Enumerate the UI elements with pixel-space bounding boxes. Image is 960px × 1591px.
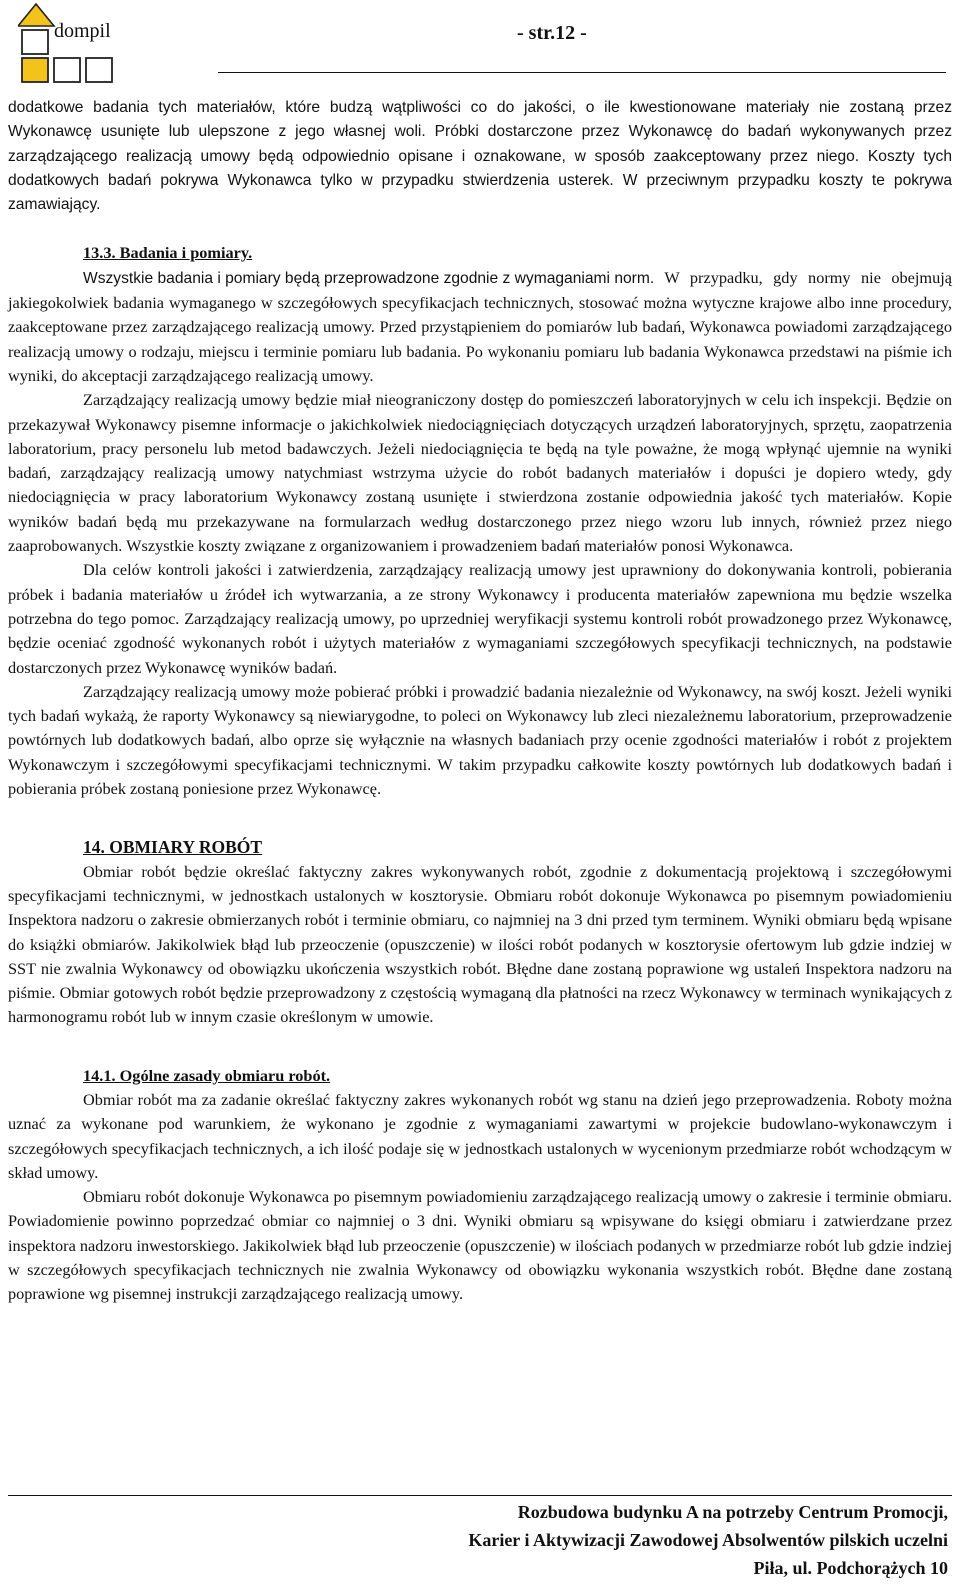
intro-sentence: Wszystkie badania i pomiary będą przeprowadzone zgodnie z wymaganiami norm. (83, 269, 655, 287)
footer-line: Piła, ul. Podchorążych 10 (753, 1558, 948, 1578)
paragraph: Obmiaru robót dokonuje Wykonawca po pisemnym powiadomieniu zarządzającego realizacją umowy o zakresie i terminie obmiaru. Powiadomienie powinno poprzedzać obmiar co najmniej o 3 dni. Wyniki obmiaru są wpisywane do księgi obmiaru i zatwierdzane przez inspektora nadzoru inwestorskiego. Jakikolwiek błąd lub przeoczenie (opuszczenie) w ilościach podanych w przedmiarze robót lub gdzie indziej w szczegółowych specyfikacjach technicznych nie zwalnia Wykonawcy od obowiązku wykonania wszystkich robót. Błędne dane zostaną poprawione wg pisemnej instrukcji zarządzającego realizacją umowy. (8, 1187, 952, 1304)
brand-name: dompil (54, 20, 111, 42)
section-heading-13-3: 13.3. Badania i pomiary. (83, 243, 253, 263)
paragraph: Obmiar robót ma za zadanie określać faktyczny zakres wykonanych robót wg stanu na dzień jego przeprowadzenia. Roboty można uznać za wykonane pod warunkiem, że wykonano je zgodnie z wymaganiami zawartymi w projekcie budowlano-wykonawczym i szczegółowych specyfikacjach technicznych, a ich ilość podaje się w jednostkach ustalonych w wycenionym przedmiarze robót wchodzącym w skład umowy. (8, 1089, 952, 1182)
paragraph: Zarządzający realizacją umowy może pobierać próbki i prowadzić badania niezależnie od Wykonawcy, na swój koszt. Jeżeli wyniki tych badań wykażą, że raporty Wykonawcy są niewiarygodne, to poleci on Wykonawcy lub zleci niezależnemu laboratorium, przeprowadzenie powtórnych lub dodatkowych badań, albo oprze się wyłącznie na własnych badaniach przy ocenie zgodności materiałów i robót z projektem Wykonawczym i szczegółowymi specyfikacjami technicznymi. W takim przypadku całkowite koszty powtórnych lub dodatkowych badań i pobierania próbek zostaną poniesione przez Wykonawcę. (8, 681, 952, 799)
paragraph: Dla celów kontroli jakości i zatwierdzenia, zarządzający realizacją umowy jest uprawniony do dokonywania kontroli, pobierania próbek i badania materiałów u źródeł ich wytwarzania, a ze strony Wykonawcy i producenta materiałów zapewniona mu będzie wszelka potrzebna do tego pomoc. Zarządzający realizacją umowy, po uprzedniej weryfikacji systemu kontroli robót prowadzonego przez Wykonawcę, będzie oceniać zgodność wykonanych robót i użytych materiałów z wymaganiami szczegółowych specyfikacji technicznych, na podstawie dostarczonych przez Wykonawcę wyników badań. (8, 560, 952, 677)
footer-divider (8, 1495, 952, 1496)
paragraph (8, 266, 952, 388)
intro-rest: W przypadku, gdy normy nie obejmują jakiegokolwiek badania wymaganego w szczegółowych specyfikacjach technicznych, stosować można wytyczne krajowe albo inne procedury, zaakceptowane przez zarządzającego realizacją umowy. Przed przystąpieniem do pomiarów lub badań, Wykonawca powiadomi zarządzającego realizacją umowy o rodzaju, miejscu i terminie pomiaru lub badania. Po wykonaniu pomiaru lub badania Wykonawca przedstawi na piśmie ich wyniki, do akceptacji zarządzającego realizacją umowy. (8, 267, 952, 385)
footer-line: Rozbudowa budynku A na potrzeby Centrum Promocji, (517, 1502, 948, 1522)
section-heading-14: 14. OBMIARY ROBÓT (83, 837, 263, 858)
header-divider (218, 72, 946, 73)
footer-line: Karier i Aktywizacji Zawodowej Absolwentów pilskich uczelni (468, 1530, 948, 1550)
section-heading-14-1: 14.1. Ogólne zasady obmiaru robót. (83, 1065, 331, 1085)
paragraph: Zarządzający realizacją umowy będzie miał nieograniczony dostęp do pomieszczeń laboratoryjnych w celu ich inspekcji. Będzie on przekazywał Wykonawcy pisemne informacje o jakichkolwiek niedociągnięciach dotyczących urządzeń laboratoryjnych, sprzętu, zaopatrzenia laboratorium, pracy personelu lub metod badawczych. Jeżeli niedociągnięcia te będą na tyle poważne, że mogą wpłynąć ujemnie na wyniki badań, zarządzający realizacją umowy natychmiast wstrzyma użycie do robót badanych materiałów i dopuści je dopiero wtedy, gdy niedociągnięcia w pracy laboratorium Wykonawcy zostaną usunięte i stwierdzona zostanie odpowiednia jakość tych materiałów. Kopie wyników badań będą mu przekazywane na formularzach według dostarczonego przez niego wzoru lub innych, również przez niego zaaprobowanych. Wszystkie koszty związane z organizowaniem i prowadzeniem badań materiałów ponosi Wykonawca. (8, 390, 952, 556)
page-footer (468, 1498, 948, 1582)
page-header (0, 0, 960, 95)
page-number: - str.12 - (517, 22, 587, 44)
dompil-logo-icon (18, 2, 118, 84)
document-body (8, 96, 952, 1307)
paragraph: dodatkowe badania tych materiałów, które budzą wątpliwości co do jakości, o ile kwestionowane materiały nie zostaną przez Wykonawcę usunięte lub ulepszone z jego własnej woli. Próbki dostarczone przez Wykonawcę do badań wykonywanych przez zarządzającego realizacją umowy będą odpowiednio opisane i oznakowane, w sposób zaakceptowany przez niego. Koszty tych dodatkowych badań pokrywa Wykonawca tylko w przypadku stwierdzenia usterek. W przeciwnym przypadku koszty te pokrywa zamawiający. (8, 99, 952, 214)
paragraph: Obmiar robót będzie określać faktyczny zakres wykonywanych robót, zgodnie z dokumentacją projektową i szczegółowymi specyfikacjami technicznymi, w jednostkach ustalonych w kosztorysie. Obmiaru robót dokonuje Wykonawca po pisemnym powiadomieniu Inspektora nadzoru o zakresie obmierzanych robót i terminie obmiaru, co najmniej na 3 dni przed tym terminem. Wyniki obmiaru będą wpisane do książki obmiarów. Jakikolwiek błąd lub przeoczenie (opuszczenie) w ilości robót podanych w kosztorysie ofertowym lub gdzie indziej w SST nie zwalnia Wykonawcy od obowiązku ukończenia wszystkich robót. Błędne dane zostaną poprawione wg ustaleń Inspektora nadzoru na piśmie. Obmiar gotowych robót będzie przeprowadzony z częstością wymaganą dla płatności na rzecz Wykonawcy w terminach wynikających z harmonogramu robót lub w innym czasie określonym w umowie. (8, 861, 952, 1027)
